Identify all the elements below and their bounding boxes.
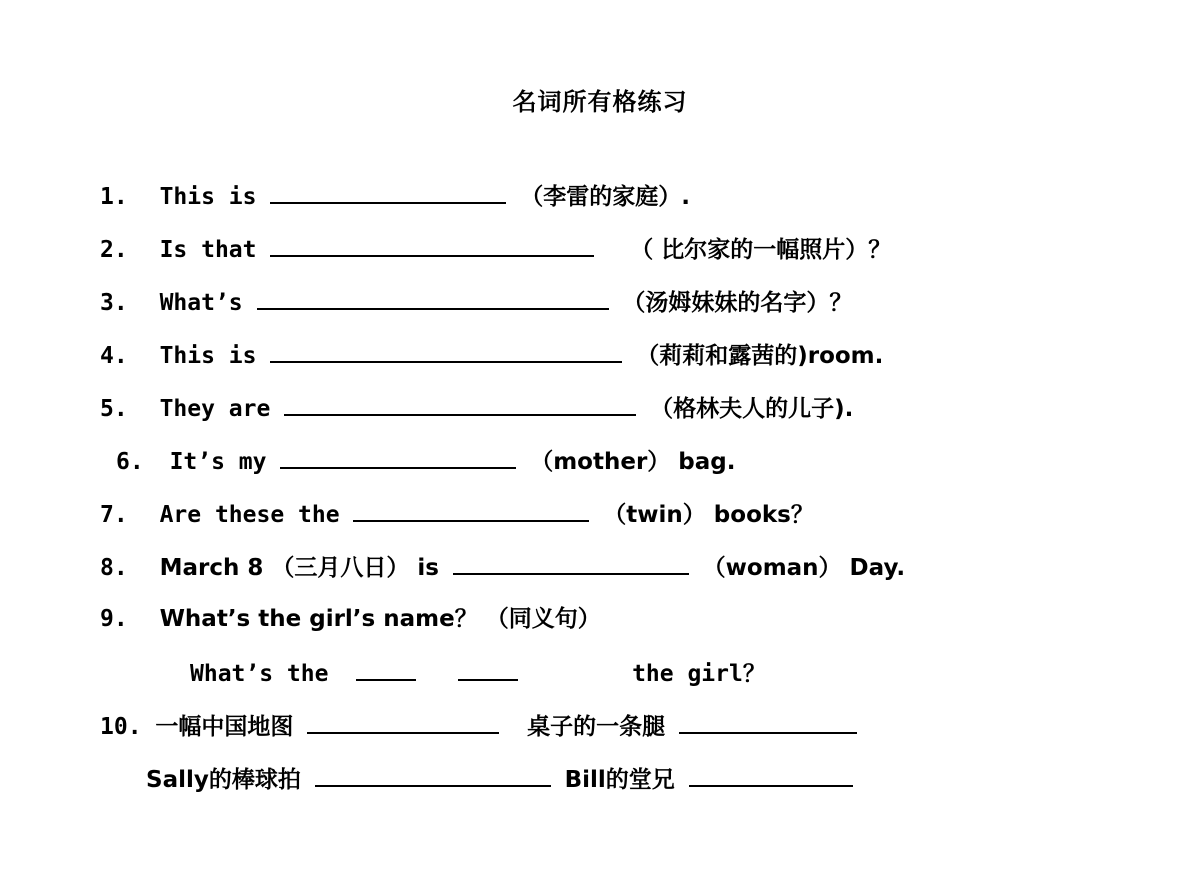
rewrite-text: What’s the <box>190 661 329 687</box>
question-8 <box>100 549 905 583</box>
answer-blank[interactable] <box>307 708 499 734</box>
question-number: 9. <box>100 606 128 632</box>
answer-blank[interactable] <box>453 549 689 575</box>
question-item: Bill的堂兄 <box>564 767 675 793</box>
question-number: 1. <box>100 184 128 210</box>
question-hint: （woman） Day. <box>702 555 906 581</box>
question-6 <box>116 443 736 477</box>
answer-blank[interactable] <box>284 390 636 416</box>
answer-blank[interactable] <box>270 337 622 363</box>
question-text: They are <box>159 396 271 422</box>
answer-blank[interactable] <box>689 761 853 787</box>
question-7 <box>100 496 814 530</box>
question-number: 3. <box>100 290 128 316</box>
question-hint: （格林夫人的儿子). <box>650 396 854 422</box>
question-text: Are these the <box>159 502 340 528</box>
answer-blank[interactable] <box>315 761 551 787</box>
answer-blank[interactable] <box>270 231 594 257</box>
question-item: 桌子的一条腿 <box>527 714 666 740</box>
answer-blank[interactable] <box>679 708 857 734</box>
answer-blank[interactable] <box>458 655 518 681</box>
question-4 <box>100 337 883 371</box>
question-9-rewrite <box>190 655 766 689</box>
question-10 <box>100 708 857 742</box>
question-number: 4. <box>100 343 128 369</box>
question-9 <box>100 602 601 636</box>
question-text: This is <box>159 184 257 210</box>
answer-blank[interactable] <box>270 178 506 204</box>
question-3 <box>100 284 852 318</box>
question-text: Is that <box>159 237 257 263</box>
question-10-line-2 <box>146 761 853 795</box>
question-number: 10. <box>100 714 142 740</box>
question-text: It’s my <box>169 449 267 475</box>
page-title: 名词所有格练习 <box>512 88 688 116</box>
question-hint: （莉莉和露茜的)room. <box>636 343 884 369</box>
question-number: 7. <box>100 502 128 528</box>
question-text: This is <box>159 343 257 369</box>
question-text: What’s <box>159 290 243 316</box>
question-hint: （twin） books？ <box>603 502 814 528</box>
question-number: 8. <box>100 555 128 581</box>
question-number: 2. <box>100 237 128 263</box>
question-hint: （李雷的家庭）. <box>520 184 690 210</box>
question-5 <box>100 390 853 424</box>
answer-blank[interactable] <box>257 284 609 310</box>
question-number: 5. <box>100 396 128 422</box>
question-item: Sally的棒球拍 <box>146 767 301 793</box>
question-1 <box>100 178 690 212</box>
question-item: 一幅中国地图 <box>155 714 294 740</box>
question-hint: （ 比尔家的一幅照片）？ <box>630 237 892 263</box>
question-text: March 8 （三月八日） is <box>159 555 439 581</box>
rewrite-text-end: the girl？ <box>632 661 766 687</box>
question-number: 6. <box>116 449 144 475</box>
question-2 <box>100 231 891 265</box>
answer-blank[interactable] <box>353 496 589 522</box>
question-hint: （mother） bag. <box>530 449 736 475</box>
question-hint: （汤姆妹妹的名字）？ <box>622 290 853 316</box>
answer-blank[interactable] <box>356 655 416 681</box>
answer-blank[interactable] <box>280 443 516 469</box>
question-text: What’s the girl’s name？ （同义句） <box>159 606 601 632</box>
